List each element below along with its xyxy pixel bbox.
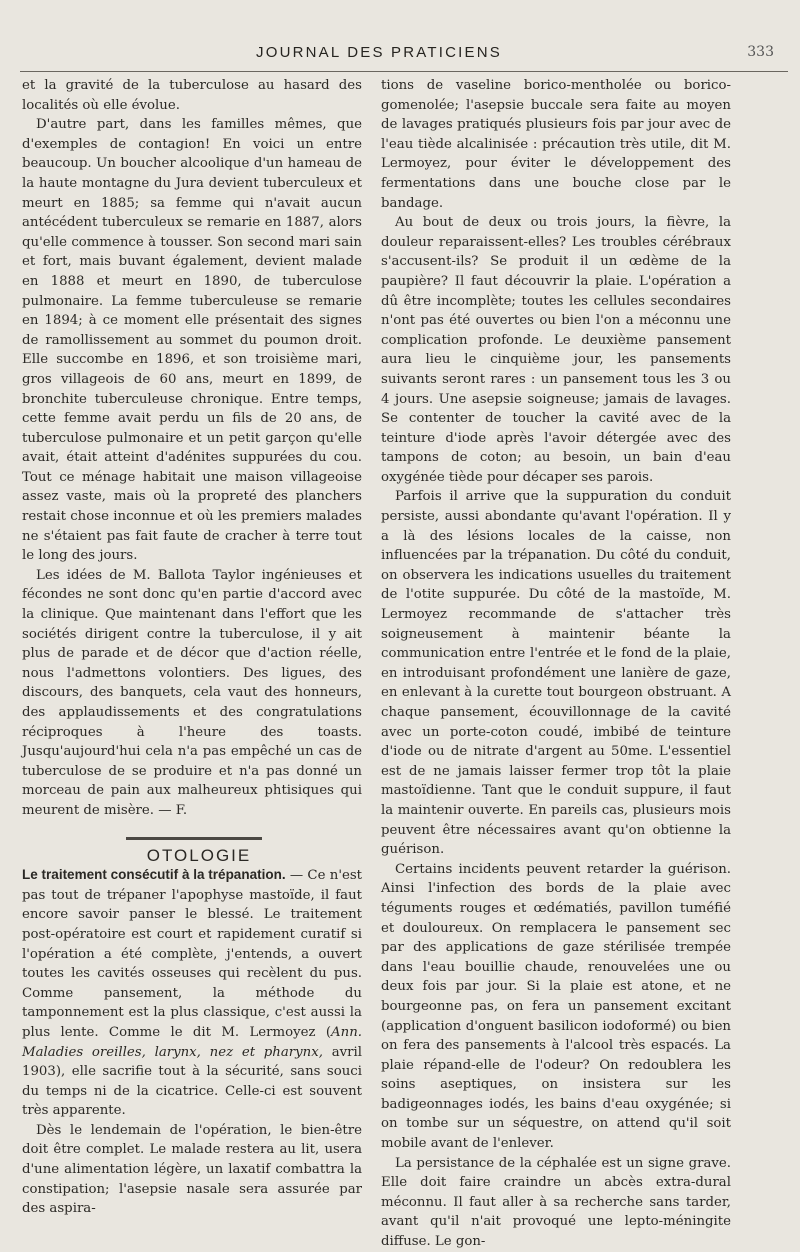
paragraph: Au bout de deux ou trois jours, la fièvre, la douleur reparaissent-elles? Les troubles cérébraux s'accusent-ils? Se produit il un œdème de la paupière? Il faut découvrir la plaie. L'opération a dû être incomplète; toutes les cellules secondaires n'ont pas été ouvertes ou bien l'on a méconnu une complication profonde. Le deuxième pansement aura lieu le cinquième jour, les pansements suivants seront rares : un pansement tous les 3 ou 4 jours. Une asepsie soigneuse; jamais de lavages. Se contenter de toucher la cavité avec de la teinture d'iode après l'avoir détergée avec des tampons de coton; au besoin, un bain d'eau oxygénée tiède pour décaper ses parois. — [381, 215, 731, 485]
section-divider — [126, 837, 262, 840]
paragraph-text: avril 1903), elle sacrifie tout à la sécurité, sans souci du temps ni de la cicatrice. Celle-ci est souvent très apparente. — [22, 1044, 362, 1119]
section-title: OTOLOGIE — [146, 845, 252, 865]
paragraph: Dès le lendemain de l'opération, le bien-être doit être complet. Le malade restera au lit, usera d'une alimentation légère, un laxatif combattra la constipation; l'asepsie nasale sera assurée par des aspira- — [22, 1122, 362, 1217]
right-column — [381, 76, 731, 1252]
paragraph: et la gravité de la tuberculose au hasard des localités où elle évolue. — [22, 78, 362, 113]
header-rule — [20, 71, 788, 72]
paragraph: Certains incidents peuvent retarder la guérison. Ainsi l'infection des bords de la plaie avec téguments rouges et œdématiés, pavillon tuméfié et douloureux. On remplacera le pansement sec par des applications de gaze stérilisée trempée dans l'eau bouillie chaude, renouvelées une ou deux fois par jour. Si la plaie est atone, et ne bourgeonne pas, on fera un pansement excitant (application d'onguent basilicon iodoformé) ou bien on fera des pansements à l'alcool très espacés. La plaie répand-elle de l'odeur? On redoublera les soins aseptiques, on insistera sur les badigeonnages iodés, les bains d'eau oxygénée; si on tombe sur un séquestre, on attend qu'il soit mobile avant de l'enlever. — [381, 861, 731, 1152]
journal-title: JOURNAL DES PRATICIENS — [256, 44, 502, 61]
paragraph: La persistance de la céphalée est un signe grave. Elle doit faire craindre un abcès extra-dural méconnu. Il faut aller à sa recherche sans tarder, avant qu'il n'ait provoqué une lepto-méningite diffuse. Le gon- — [381, 1155, 731, 1250]
paragraph: tions de vaseline borico-mentholée ou borico-gomenolée; l'asepsie buccale sera faite au moyen de lavages pratiqués plusieurs fois par jour avec de l'eau tiède alcalinisée : précaution très utile, dit M. Lermoyez, pour éviter le développement des fermentations dans une bouche close par le bandage. — [381, 78, 731, 211]
paragraph — [22, 865, 362, 1121]
paragraph: Parfois il arrive que la suppuration du conduit persiste, aussi abondante qu'avant l'opération. Il y a là des lésions locales de la caisse, non influencées par la trépanation. Du côté du conduit, on observera les indications usuelles du traitement de l'otite suppurée. Du côté de la mastoïde, M. Lermoyez recommande de s'attacher très soigneusement à maintenir béante la communication entre l'entrée et le fond de la plaie, en introduisant profondément une lanière de gaze, en enlevant à la curette tout bourgeon obstruant. A chaque pansement, écouvillonnage de la cavité avec un porte-coton coudé, imbibé de teinture d'iode ou de nitrate d'argent au 50me. L'essentiel est de ne jamais laisser fermer trop tôt la plaie mastoïdienne. Tant que le conduit suppure, il faut la maintenir ouverte. En pareils cas, plusieurs mois peuvent être nécessaires avant qu'on obtienne la guérison. — [381, 489, 731, 858]
paragraph-text: — Ce n'est pas tout de trépaner l'apophyse mastoïde, il faut encore savoir panser le blessé. Le traitement post-opératoire est court et rapidement curatif si l'opération a été complète, j'entends, a ouvert toutes les cavités osseuses qui recèlent du pus. Comme pansement, la méthode du tamponnement est la plus classique, c'est aussi la plus lente. Comme le dit M. Lermoyez ( — [22, 868, 363, 1040]
paragraph: Les idées de M. Ballota Taylor ingénieuses et fécondes ne sont donc qu'en partie d'accord avec la clinique. Que maintenant dans l'effort que les sociétés dirigent contre la tuberculose, il y ait plus de parade et de décor que d'action réelle, nous l'admettons volontiers. Des ligues, des discours, des banquets, cela vaut des honneurs, des applaudissements et des congratulations réciproques à l'heure des toasts. Jusqu'aujourd'hui cela n'a pas empêché un cas de tuberculose de se produire et n'a pas donné un morceau de pain aux malheureux phtisiques qui meurent de misère. — F. — [22, 567, 362, 818]
article-title: Le traitement consécutif à la trépanation. — [22, 867, 286, 883]
citation: Ann. Maladies oreilles, larynx, nez et pharynx, — [22, 1024, 362, 1060]
paragraph: D'autre part, dans les familles mêmes, que d'exemples de contagion! En voici un entre beaucoup. Un boucher alcoolique d'un hameau de la haute montagne du Jura devient tuberculeux et meurt en 1885; sa femme qui n'avait aucun antécédent tuberculeux se remarie en 1887, alors qu'elle commence à tousser. Son second mari sain et fort, mais buvant également, devient malade en 1888 et meurt en 1890, de tuberculose pulmonaire. La femme tuberculeuse se remarie en 1894; à ce moment elle présentait des signes de ramollissement au sommet du poumon droit. Elle succombe en 1896, et son troisième mari, gros villageois de 60 ans, meurt en 1899, de bronchite tuberculeuse chronique. Entre temps, cette femme avait perdu un fils de 20 ans, de tuberculose pulmonaire et un petit garçon qu'elle avait, était atteint d'adénites suppurées du cou. Tout ce ménage habitait une maison villageoise assez vaste, mais où la propreté des planchers restait chose inconnue et où les premiers malades ne s'étaient pas fait faute de cracher à terre tout le long des jours. — [22, 117, 362, 564]
running-header — [0, 44, 800, 70]
left-column — [22, 76, 362, 1219]
page-number: 333 — [747, 44, 774, 60]
